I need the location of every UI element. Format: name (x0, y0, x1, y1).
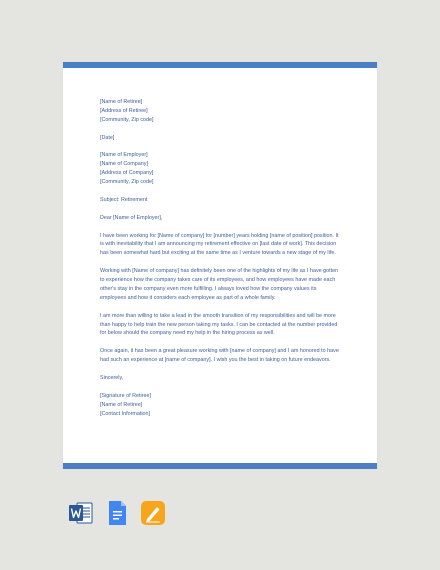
letter-date: [Date] (100, 134, 115, 141)
retiree-address-line: [Address of Retiree] (100, 107, 148, 114)
letter-closing: Sincerely, (100, 374, 124, 381)
letter-content (100, 98, 340, 427)
signature-block (100, 392, 340, 419)
retiree-name: [Name of Retiree] (100, 99, 143, 105)
format-icons (68, 500, 166, 526)
signature-contact: [Contact Information] (100, 410, 151, 417)
body-paragraph-1: I have been working for [Name of company] for [number] years holding [name of position] position. It is with inevitability that I am announcing my retirement effective on [last date of work]. This decision has been somewhat hard but exciting at the same time as I venture towards a new stage of my life. (100, 232, 339, 257)
body-paragraph-4: Once again, it has been a great pleasure working with [name of company] and I am honored to have had such an experience at [name of company]. I wish you the best in taking on future endeavors. (100, 348, 339, 364)
company-name: [Name of Company] (100, 161, 148, 168)
employer-address (100, 151, 340, 187)
body-paragraph-2: Working with [Name of company] has definitely been one of the highlights of my life as I have gotten to experience how the company takes care of its employees, and how employees have made each other's stay in the company even more fulfilling. I always loved how the company values its employees and how it considers each employee as part of a whole family. (100, 268, 339, 301)
pages-icon[interactable] (140, 500, 166, 526)
top-accent-bar (63, 62, 377, 68)
body-paragraph-3: I am more than willing to take a lead in the smooth transition of my responsibilities and will be more than happy to help train the new person taking my tasks. I can be contacted at the number provided for below should the company need my help in the hiring process as well. (100, 312, 338, 337)
bottom-accent-bar (63, 463, 377, 469)
letter-greeting: Dear [Name of Employer], (100, 214, 163, 221)
retiree-address (100, 98, 340, 125)
signature-line: [Signature of Retiree] (100, 392, 151, 399)
signature-name: [Name of Retiree] (100, 401, 143, 408)
employer-name: [Name of Employer] (100, 152, 148, 159)
company-address: [Address of Company] (100, 170, 154, 177)
retiree-community: [Community, Zip code] (100, 116, 154, 123)
company-community: [Community, Zip code] (100, 179, 154, 186)
letter-page (63, 62, 377, 469)
letter-subject: Subject: Retirement (100, 196, 148, 203)
google-docs-icon[interactable] (104, 500, 130, 526)
word-icon[interactable] (68, 500, 94, 526)
